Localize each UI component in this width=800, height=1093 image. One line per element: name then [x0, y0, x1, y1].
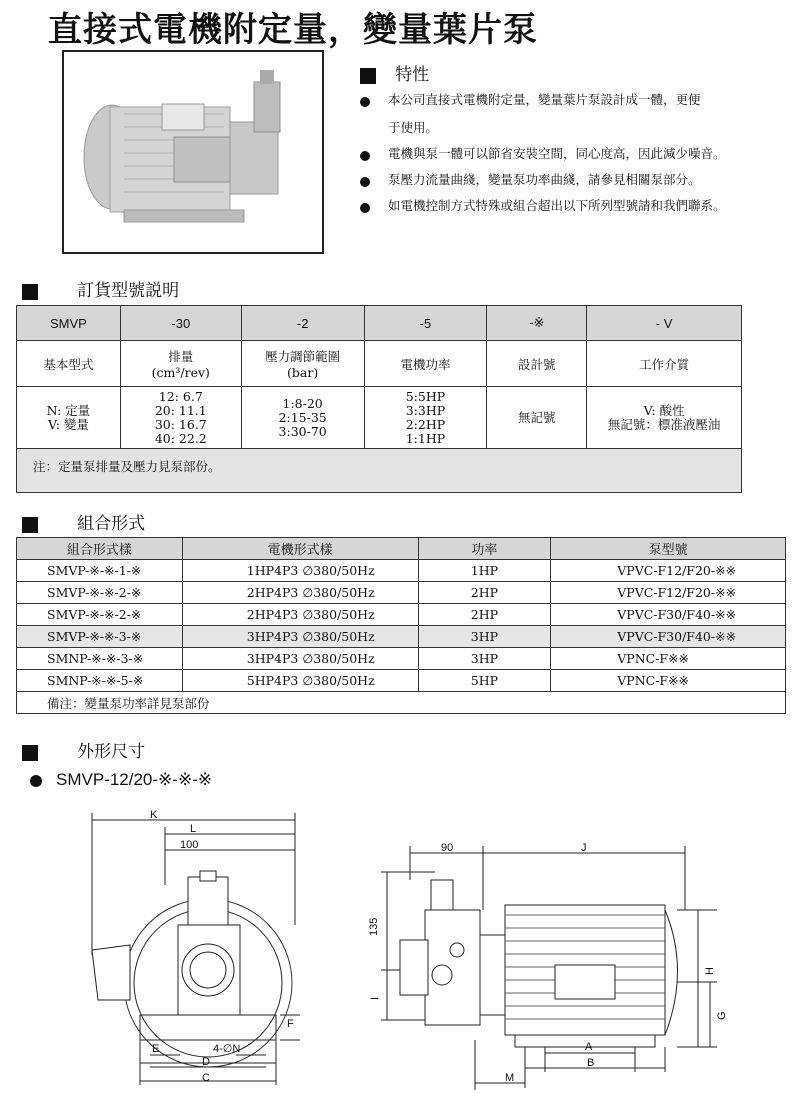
value-cell: N: 定量 V: 變量 [17, 387, 121, 449]
dim-label: F [287, 1018, 294, 1030]
ordering-label-row [17, 341, 742, 387]
value-cell: 12: 6.7 20: 11.1 30: 16.7 40: 22.2 [120, 387, 241, 449]
column-header: 電機形式樣 [182, 538, 418, 560]
section-square-icon [22, 745, 38, 761]
table-cell: SMVP-※-※-2-※ [17, 604, 183, 626]
table-cell: VPVC-F30/F40-※※ [551, 604, 786, 626]
dim-label: 90 [441, 842, 454, 854]
model-label: SMVP-12/20-※-※-※ [56, 770, 213, 789]
feature-item: 于使用。 [388, 120, 439, 135]
bullet-icon [360, 177, 370, 187]
value-cell: 5:5HP 3:3HP 2:2HP 1:1HP [364, 387, 487, 449]
ordering-heading: 訂貨型號説明 [22, 276, 179, 301]
dim-label: M [505, 1072, 515, 1084]
bullet-icon [360, 203, 370, 213]
dim-label: B [587, 1057, 595, 1069]
table-cell: SMNP-※-※-5-※ [17, 670, 183, 692]
product-photo [62, 50, 324, 254]
combination-note: 備注：變量泵功率詳見泵部份 [17, 692, 786, 714]
label-cell: 設計號 [487, 341, 587, 387]
dim-label: 100 [180, 839, 199, 851]
table-cell: VPNC-F※※ [551, 670, 786, 692]
ordering-table [16, 305, 742, 493]
table-row [17, 626, 786, 648]
code-cell: -※ [487, 306, 587, 341]
feature-item: 如電機控制方式特殊或組合超出以下所列型號請和我們聯系。 [388, 198, 726, 213]
table-cell: SMVP-※-※-1-※ [17, 560, 183, 582]
code-cell: -2 [241, 306, 364, 341]
table-cell: 2HP [418, 582, 551, 604]
code-cell: -5 [364, 306, 487, 341]
table-cell: SMVP-※-※-3-※ [17, 626, 183, 648]
table-cell: 3HP [418, 626, 551, 648]
label-cell: 工作介質 [587, 341, 742, 387]
table-cell: 3HP4P3 ∅380/50Hz [182, 648, 418, 670]
table-cell: 1HP [418, 560, 551, 582]
table-row [17, 604, 786, 626]
table-row [17, 582, 786, 604]
section-square-icon [360, 68, 376, 84]
dim-label: K [150, 809, 158, 821]
dim-label: A [585, 1041, 593, 1053]
table-cell: 5HP [418, 670, 551, 692]
table-cell: VPVC-F30/F40-※※ [551, 626, 786, 648]
dim-label: 135 [368, 917, 380, 936]
table-cell: SMNP-※-※-3-※ [17, 648, 183, 670]
bullet-icon [30, 775, 42, 787]
dim-label: H [704, 967, 716, 975]
value-cell: 1:8-20 2:15-35 3:30-70 [241, 387, 364, 449]
table-cell: 2HP [418, 604, 551, 626]
features-heading: 特性 [360, 60, 429, 85]
feature-item: 電機與泵一體可以節省安裝空間，同心度高，因此減少噪音。 [388, 146, 726, 161]
column-header: 組合形式樣 [17, 538, 183, 560]
ordering-value-row [17, 387, 742, 449]
combination-table [16, 537, 786, 714]
combination-header-row [17, 538, 786, 560]
dim-label: G [716, 1011, 728, 1020]
label-cell: 電機功率 [364, 341, 487, 387]
bullet-icon [360, 97, 370, 107]
table-cell: 5HP4P3 ∅380/50Hz [182, 670, 418, 692]
table-row [17, 648, 786, 670]
code-cell: -30 [120, 306, 241, 341]
table-row [17, 560, 786, 582]
front-view-drawing [80, 805, 320, 1093]
table-cell: VPNC-F※※ [551, 648, 786, 670]
combination-heading: 組合形式 [22, 509, 145, 534]
ordering-note: 注：定量泵排量及壓力見泵部份。 [17, 449, 742, 493]
column-header: 泵型號 [551, 538, 786, 560]
label-cell: 基本型式 [17, 341, 121, 387]
bullet-icon [360, 151, 370, 161]
side-view-drawing [365, 840, 728, 1093]
feature-item: 本公司直接式電機附定量，變量葉片泵設計成一體，更便 [388, 92, 701, 107]
dimensions-heading: 外形尺寸 [22, 737, 145, 762]
table-cell: VPVC-F12/F20-※※ [551, 582, 786, 604]
dim-label: D [202, 1056, 210, 1068]
code-cell: SMVP [17, 306, 121, 341]
label-cell: 壓力調節範圍 (bar) [241, 341, 364, 387]
value-cell: V: 酸性 無記號：標准液壓油 [587, 387, 742, 449]
page-title: 直接式電機附定量，變量葉片泵 [48, 10, 538, 50]
ordering-code-row [17, 306, 742, 341]
table-row [17, 670, 786, 692]
table-cell: SMVP-※-※-2-※ [17, 582, 183, 604]
feature-item: 泵壓力流量曲綫，變量泵功率曲綫，請參見相關泵部分。 [388, 172, 701, 187]
dim-label: L [190, 823, 197, 835]
dim-label: J [581, 842, 587, 854]
table-cell: VPVC-F12/F20-※※ [551, 560, 786, 582]
table-cell: 3HP4P3 ∅380/50Hz [182, 626, 418, 648]
value-cell: 無記號 [487, 387, 587, 449]
section-square-icon [22, 284, 38, 300]
dim-label: E [152, 1043, 160, 1055]
code-cell: - V [587, 306, 742, 341]
combination-note-row [17, 692, 786, 714]
table-cell: 1HP4P3 ∅380/50Hz [182, 560, 418, 582]
section-square-icon [22, 517, 38, 533]
dim-label: 4-∅N [213, 1043, 241, 1055]
table-cell: 2HP4P3 ∅380/50Hz [182, 604, 418, 626]
dim-label: I [369, 996, 381, 1000]
column-header: 功率 [418, 538, 551, 560]
dim-label: C [202, 1072, 210, 1084]
ordering-note-row [17, 449, 742, 493]
table-cell: 2HP4P3 ∅380/50Hz [182, 582, 418, 604]
label-cell: 排量 (cm³/rev) [120, 341, 241, 387]
table-cell: 3HP [418, 648, 551, 670]
